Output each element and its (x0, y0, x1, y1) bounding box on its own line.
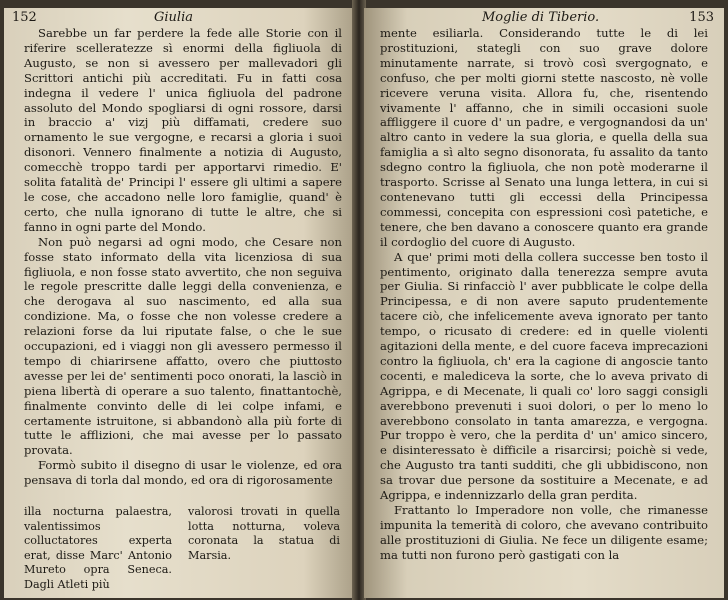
right-page-text (380, 26, 708, 563)
right-page (364, 8, 724, 598)
paragraph: mente esiliarla. Considerando tutte le di lei prostituzioni, stategli con suo grave dolore minutamente narrate, si trovò così svergognato, e confuso, che per molti giorni stette nascosto, nè volle ricevere veruna visita. Allora fu, che, risentendo vivamente l' affanno, che in simili occasioni suole affliggere il cuore d' un padre, e vergognandosi da un' altro canto in vedere la sua gloria, e quella della sua famiglia a sì alto segno disonorata, fu assalito da tanto sdegno contro la figliuola, che non potè moderarne il trasporto. Scrisse al Senato una lunga lettera, in cui si contenevano tutti gli eccessi della Principessa commessi, concepita con espressioni così patetiche, e tenere, che ben davano a conoscere quanto era grande il cordoglio del cuore di Augusto. (380, 26, 708, 249)
running-head-right: Moglie di Tiberio. (482, 10, 600, 25)
right-running-header (364, 10, 724, 26)
page-number-right: 153 (689, 10, 714, 25)
paragraph: A que' primi moti della collera successe ben tosto il pentimento, originato dalla tenerezza sempre avuta per Giulia. Si rinfacciò l' aver pubblicate le colpe della Principessa, e di non avere saputo prudentemente tacere ciò, che infelicemente aveva ignorato per tanto tempo, o ricusato di credere: ed in quelle violenti agitazioni della mente, e del cuore faceva imprecazioni contro la figliuola, ch' era la cagione di angoscie tanto cocenti, e malediceva la sorte, che lo aveva privato di Agrippa, e di Mecenate, li quali co' loro saggi consigli averebbono prevenuti i suoi dolori, o per lo meno lo averebbono consolato in tanta amarezza, e vergogna. Pur troppo è vero, che la perdita d' un' amico sincero, e disinteressato è difficile a risarcirsi; poichè si vede, che Augusto tra tanti sudditi, che gli ubbidiscono, non sa trovar due persone da sostituire a Mecenate, e ad Agrippa, e indennizzarlo della gran perdita. (380, 249, 708, 503)
paragraph: Sarebbe un far perdere la fede alle Storie con il riferire scelleratezze sì enormi della figliuola di Augusto, se non si avessero per mallevadori gli Scrittori antichi più accreditati. Fu in fatti cosa indegna il vedere l' unica figliuola del padrone assoluto del Mondo spogliarsi di ogni rossore, darsi in braccio a' vizj più diffamati, credere suo ornamento le sue vergogne, e recarsi a gloria i suoi disonori. Vennero finalmente a notizia di Augusto, comecchè troppo tardi per apportarvi rimedio. E' solita fatalità de' Principi l' essere gli ultimi a sapere le cose, che accadono nelle loro famiglie, quand' è certo, che nulla ignorano di tutte le altre, che si fanno in ogni parte del Mondo. (24, 26, 342, 234)
footnote-text: valorosi trovati in quella lotta notturna, voleva coronata la statua di Marsia. (188, 505, 340, 562)
left-running-header (4, 10, 356, 26)
running-head-left: Giulia (154, 10, 193, 25)
page-number-left: 152 (12, 10, 37, 25)
paragraph: Frattanto lo Imperadore non volle, che rimanesse impunita la temerità di coloro, che avevano contribuito alle prostituzioni di Giulia. Ne fece un diligente esame; ma tutti non furono però gastigati con la (380, 503, 708, 562)
paragraph: Non può negarsi ad ogni modo, che Cesare non fosse stato informato della vita licenziosa di sua figliuola, e non fosse stato avvertito, che non seguiva le regole prescritte dalle leggi della convenienza, e che derogava al suo nascimento, ed alla sua condizione. Ma, o fosse che non volesse credere a relazioni forse da lui riputate false, o che le sue occupazioni, ed i viaggi non gli avessero permesso il tempo di chiarirsene affatto, overo che piuttosto avesse per lei de' sentimenti poco onorati, la lasciò in piena libertà di operare a suo talento, finattantochè, finalmente convinto delle di lei colpe infami, e certamente istruitone, si abbandonò alla più forte di tutte le afflizioni, che mai avesse per lo passato provata. (24, 234, 342, 458)
paragraph: Formò subito il disegno di usar le violenze, ed ora pensava di torla dal mondo, ed ora di rigorosamente (24, 458, 342, 488)
footnote-column-left (24, 505, 172, 593)
left-page-text (24, 26, 342, 488)
footnote-text: illa nocturna palaestra, valentissimos colluctatores experta erat, disse Marc' Antonio Mureto opra Seneca. Dagli Atleti più (24, 505, 172, 591)
footnote-column-right (188, 505, 340, 563)
left-page (4, 8, 356, 598)
